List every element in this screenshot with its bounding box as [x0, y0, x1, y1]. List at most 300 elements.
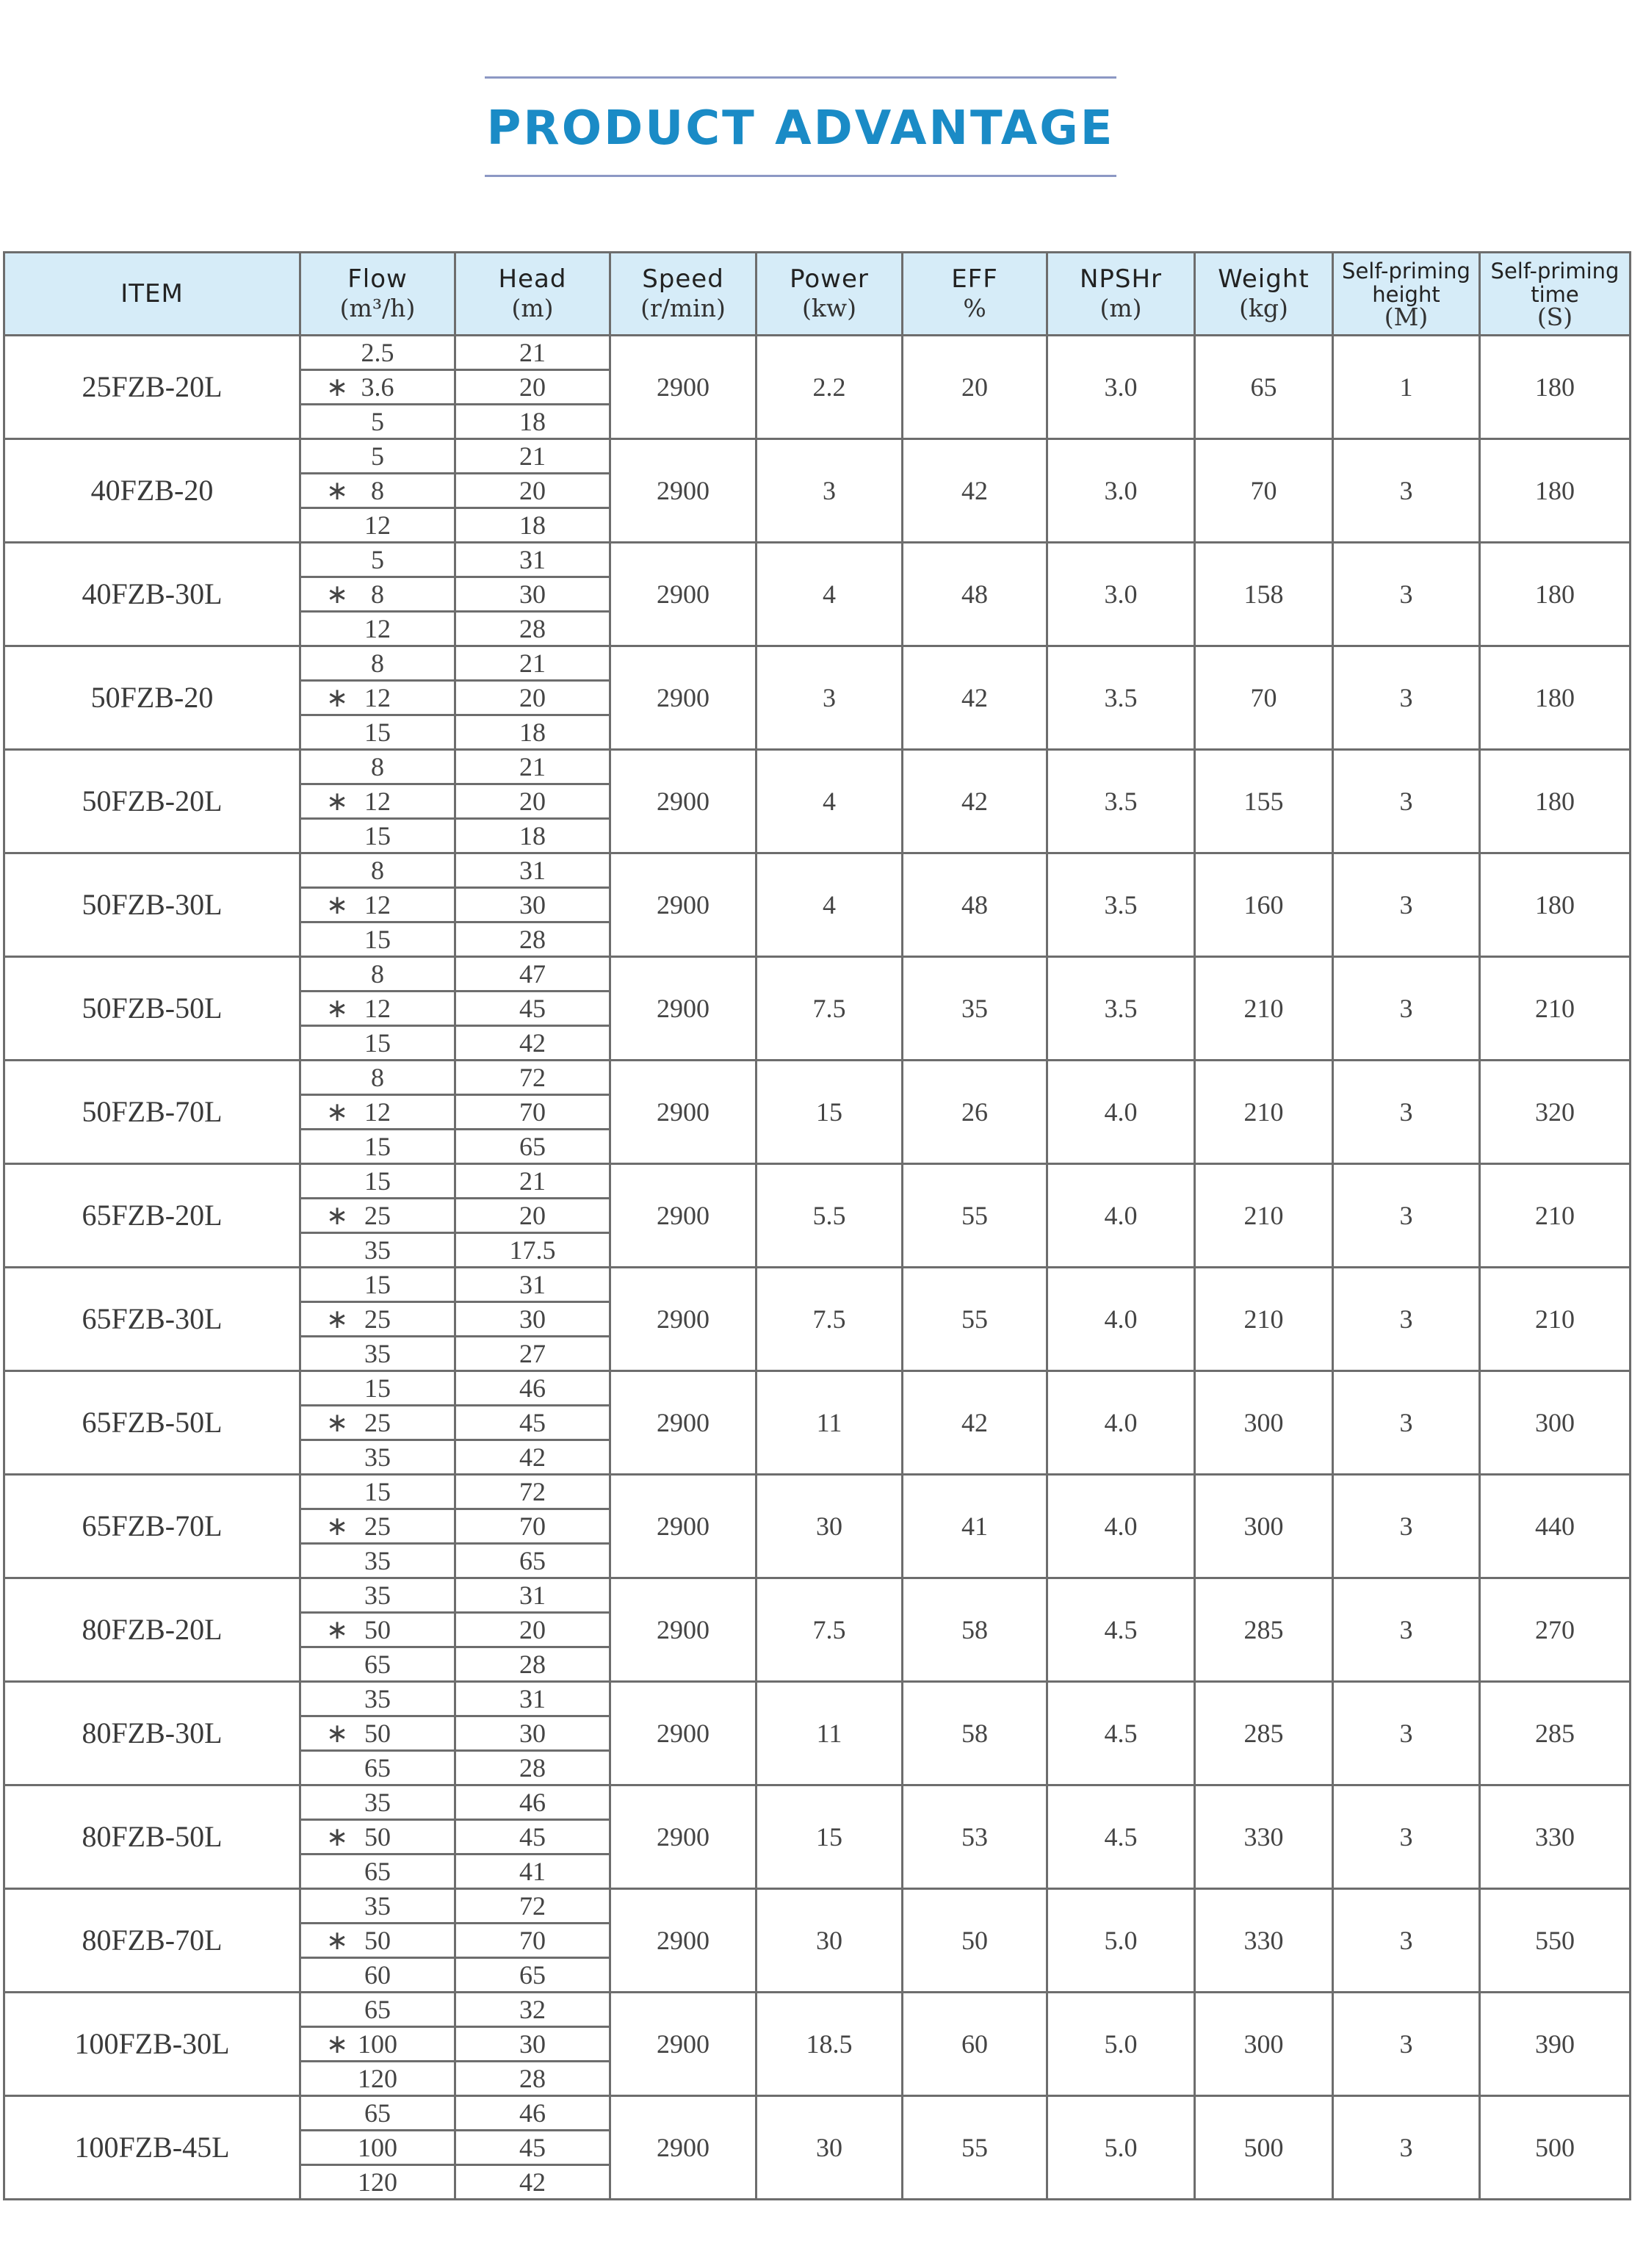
npshr-cell: 4.5 [1047, 1578, 1195, 1682]
npshr-cell: 3.5 [1047, 646, 1195, 750]
flow-cell: 35 [300, 1233, 455, 1268]
self-priming-height-cell: 3 [1333, 543, 1480, 646]
item-cell: 65FZB-70L [4, 1475, 300, 1578]
npshr-cell: 5.0 [1047, 1889, 1195, 1993]
flow-cell: 2.5 [300, 336, 455, 370]
eff-cell: 53 [903, 1785, 1047, 1889]
head-cell: 42 [455, 1026, 610, 1061]
power-cell: 5.5 [757, 1164, 903, 1268]
head-cell: 30 [455, 1716, 610, 1751]
head-cell: 45 [455, 1820, 610, 1855]
header-npshr: NPSHr (m) [1047, 253, 1195, 336]
head-cell: 20 [455, 370, 610, 405]
header-eff: EFF % [903, 253, 1047, 336]
eff-cell: 42 [903, 750, 1047, 853]
weight-cell: 158 [1195, 543, 1333, 646]
flow-cell: 35 [300, 1337, 455, 1371]
item-cell: 65FZB-20L [4, 1164, 300, 1268]
head-cell: 28 [455, 2062, 610, 2096]
head-cell: 28 [455, 1647, 610, 1682]
head-cell: 30 [455, 1302, 610, 1337]
speed-cell: 2900 [610, 1889, 757, 1993]
self-priming-time-cell: 320 [1480, 1061, 1631, 1164]
head-cell: 65 [455, 1544, 610, 1578]
head-cell: 20 [455, 1199, 610, 1233]
flow-cell: 35 [300, 1889, 455, 1924]
flow-cell: 3.6 ∗ [300, 370, 455, 405]
item-cell: 80FZB-20L [4, 1578, 300, 1682]
head-cell: 70 [455, 1095, 610, 1130]
speed-cell: 2900 [610, 646, 757, 750]
header-item: ITEM [4, 253, 300, 336]
head-cell: 30 [455, 888, 610, 922]
rated-point-mark: ∗ [326, 1408, 349, 1437]
eff-cell: 58 [903, 1578, 1047, 1682]
speed-cell: 2900 [610, 543, 757, 646]
rated-point-mark: ∗ [326, 787, 349, 816]
head-cell: 20 [455, 784, 610, 819]
power-cell: 4 [757, 853, 903, 957]
flow-cell: 15 [300, 1475, 455, 1509]
flow-cell: 15 [300, 1164, 455, 1199]
self-priming-time-cell: 210 [1480, 1164, 1631, 1268]
item-cell: 65FZB-30L [4, 1268, 300, 1371]
self-priming-time-cell: 180 [1480, 543, 1631, 646]
eff-cell: 48 [903, 853, 1047, 957]
npshr-cell: 5.0 [1047, 1993, 1195, 2096]
speed-cell: 2900 [610, 957, 757, 1061]
header-weight: Weight (kg) [1195, 253, 1333, 336]
table-row [4, 439, 1631, 474]
rated-point-mark: ∗ [326, 683, 349, 712]
head-cell: 28 [455, 922, 610, 957]
item-cell: 80FZB-30L [4, 1682, 300, 1785]
self-priming-time-cell: 180 [1480, 646, 1631, 750]
flow-cell: 25 ∗ [300, 1509, 455, 1544]
speed-cell: 2900 [610, 1268, 757, 1371]
item-cell: 80FZB-50L [4, 1785, 300, 1889]
self-priming-height-cell: 3 [1333, 853, 1480, 957]
power-cell: 30 [757, 1475, 903, 1578]
self-priming-height-cell: 3 [1333, 1475, 1480, 1578]
speed-cell: 2900 [610, 439, 757, 543]
flow-cell: 65 [300, 2096, 455, 2131]
flow-cell: 12 ∗ [300, 1095, 455, 1130]
rated-point-mark: ∗ [326, 1201, 349, 1230]
npshr-cell: 4.0 [1047, 1061, 1195, 1164]
head-cell: 28 [455, 1751, 610, 1785]
flow-cell: 5 [300, 439, 455, 474]
flow-cell: 8 [300, 1061, 455, 1095]
head-cell: 18 [455, 405, 610, 439]
head-cell: 18 [455, 819, 610, 853]
speed-cell: 2900 [610, 1164, 757, 1268]
item-cell: 40FZB-30L [4, 543, 300, 646]
eff-cell: 20 [903, 336, 1047, 439]
npshr-cell: 4.0 [1047, 1268, 1195, 1371]
flow-cell: 100 [300, 2131, 455, 2165]
head-cell: 30 [455, 2027, 610, 2062]
self-priming-height-cell: 3 [1333, 1682, 1480, 1785]
item-cell: 50FZB-20L [4, 750, 300, 853]
header-row [4, 253, 1631, 336]
header-power: Power (kw) [757, 253, 903, 336]
title-bottom-rule [485, 175, 1116, 177]
self-priming-height-cell: 3 [1333, 957, 1480, 1061]
flow-cell: 50 ∗ [300, 1820, 455, 1855]
power-cell: 7.5 [757, 1268, 903, 1371]
speed-cell: 2900 [610, 2096, 757, 2200]
flow-cell: 8 ∗ [300, 577, 455, 612]
eff-cell: 26 [903, 1061, 1047, 1164]
item-cell: 100FZB-45L [4, 2096, 300, 2200]
eff-cell: 41 [903, 1475, 1047, 1578]
head-cell: 42 [455, 2165, 610, 2200]
table-row [4, 1164, 1631, 1199]
npshr-cell: 3.0 [1047, 336, 1195, 439]
table-row [4, 1889, 1631, 1924]
self-priming-time-cell: 180 [1480, 336, 1631, 439]
flow-cell: 65 [300, 1993, 455, 2027]
weight-cell: 210 [1195, 1061, 1333, 1164]
flow-cell: 120 [300, 2165, 455, 2200]
flow-cell: 15 [300, 922, 455, 957]
eff-cell: 58 [903, 1682, 1047, 1785]
flow-cell: 8 [300, 957, 455, 992]
self-priming-time-cell: 440 [1480, 1475, 1631, 1578]
head-cell: 20 [455, 1613, 610, 1647]
power-cell: 11 [757, 1682, 903, 1785]
weight-cell: 300 [1195, 1475, 1333, 1578]
self-priming-time-cell: 330 [1480, 1785, 1631, 1889]
speed-cell: 2900 [610, 1682, 757, 1785]
flow-cell: 50 ∗ [300, 1924, 455, 1958]
flow-cell: 35 [300, 1544, 455, 1578]
table-row [4, 1268, 1631, 1302]
power-cell: 30 [757, 1889, 903, 1993]
self-priming-time-cell: 270 [1480, 1578, 1631, 1682]
weight-cell: 210 [1195, 1268, 1333, 1371]
power-cell: 30 [757, 2096, 903, 2200]
speed-cell: 2900 [610, 336, 757, 439]
npshr-cell: 4.0 [1047, 1371, 1195, 1475]
flow-cell: 15 [300, 1268, 455, 1302]
flow-cell: 12 [300, 508, 455, 543]
header-flow: Flow (m³/h) [300, 253, 455, 336]
head-cell: 31 [455, 1268, 610, 1302]
rated-point-mark: ∗ [326, 1304, 349, 1334]
flow-cell: 25 ∗ [300, 1199, 455, 1233]
header-speed: Speed (r/min) [610, 253, 757, 336]
power-cell: 7.5 [757, 1578, 903, 1682]
flow-cell: 8 [300, 646, 455, 681]
item-cell: 50FZB-30L [4, 853, 300, 957]
rated-point-mark: ∗ [326, 1615, 349, 1644]
self-priming-time-cell: 390 [1480, 1993, 1631, 2096]
power-cell: 3 [757, 646, 903, 750]
eff-cell: 42 [903, 646, 1047, 750]
npshr-cell: 3.5 [1047, 853, 1195, 957]
rated-point-mark: ∗ [326, 890, 349, 920]
head-cell: 47 [455, 957, 610, 992]
power-cell: 3 [757, 439, 903, 543]
self-priming-time-cell: 500 [1480, 2096, 1631, 2200]
npshr-cell: 3.5 [1047, 750, 1195, 853]
weight-cell: 210 [1195, 1164, 1333, 1268]
power-cell: 4 [757, 543, 903, 646]
head-cell: 21 [455, 439, 610, 474]
head-cell: 45 [455, 1406, 610, 1440]
table-row [4, 1993, 1631, 2027]
speed-cell: 2900 [610, 1785, 757, 1889]
weight-cell: 330 [1195, 1889, 1333, 1993]
npshr-cell: 4.0 [1047, 1164, 1195, 1268]
npshr-cell: 5.0 [1047, 2096, 1195, 2200]
flow-cell: 5 [300, 405, 455, 439]
page-title: PRODUCT ADVANTAGE [486, 101, 1115, 156]
head-cell: 18 [455, 508, 610, 543]
speed-cell: 2900 [610, 853, 757, 957]
speed-cell: 2900 [610, 750, 757, 853]
power-cell: 2.2 [757, 336, 903, 439]
rated-point-mark: ∗ [326, 1097, 349, 1127]
flow-cell: 35 [300, 1578, 455, 1613]
self-priming-time-cell: 285 [1480, 1682, 1631, 1785]
head-cell: 20 [455, 681, 610, 715]
self-priming-height-cell: 3 [1333, 1993, 1480, 2096]
flow-cell: 35 [300, 1440, 455, 1475]
self-priming-height-cell: 3 [1333, 2096, 1480, 2200]
table-row [4, 2096, 1631, 2131]
eff-cell: 55 [903, 2096, 1047, 2200]
item-cell: 50FZB-50L [4, 957, 300, 1061]
head-cell: 21 [455, 646, 610, 681]
flow-cell: 25 ∗ [300, 1302, 455, 1337]
head-cell: 21 [455, 336, 610, 370]
speed-cell: 2900 [610, 1061, 757, 1164]
table-row [4, 1061, 1631, 1095]
flow-cell: 15 [300, 715, 455, 750]
weight-cell: 70 [1195, 439, 1333, 543]
item-cell: 100FZB-30L [4, 1993, 300, 2096]
self-priming-time-cell: 180 [1480, 853, 1631, 957]
power-cell: 4 [757, 750, 903, 853]
eff-cell: 55 [903, 1164, 1047, 1268]
self-priming-height-cell: 3 [1333, 439, 1480, 543]
power-cell: 15 [757, 1061, 903, 1164]
head-cell: 30 [455, 577, 610, 612]
head-cell: 41 [455, 1855, 610, 1889]
self-priming-time-cell: 210 [1480, 957, 1631, 1061]
table-row [4, 1475, 1631, 1509]
eff-cell: 60 [903, 1993, 1047, 2096]
head-cell: 18 [455, 715, 610, 750]
item-cell: 25FZB-20L [4, 336, 300, 439]
head-cell: 31 [455, 1682, 610, 1716]
weight-cell: 285 [1195, 1682, 1333, 1785]
item-cell: 80FZB-70L [4, 1889, 300, 1993]
self-priming-time-cell: 180 [1480, 439, 1631, 543]
head-cell: 17.5 [455, 1233, 610, 1268]
flow-cell: 12 ∗ [300, 681, 455, 715]
npshr-cell: 4.0 [1047, 1475, 1195, 1578]
head-cell: 72 [455, 1889, 610, 1924]
eff-cell: 42 [903, 1371, 1047, 1475]
flow-cell: 60 [300, 1958, 455, 1993]
weight-cell: 330 [1195, 1785, 1333, 1889]
table-row [4, 1371, 1631, 1406]
head-cell: 65 [455, 1958, 610, 1993]
weight-cell: 160 [1195, 853, 1333, 957]
weight-cell: 300 [1195, 1371, 1333, 1475]
flow-cell: 65 [300, 1647, 455, 1682]
self-priming-time-cell: 210 [1480, 1268, 1631, 1371]
head-cell: 31 [455, 853, 610, 888]
flow-cell: 65 [300, 1751, 455, 1785]
power-cell: 7.5 [757, 957, 903, 1061]
table-row [4, 1578, 1631, 1613]
weight-cell: 155 [1195, 750, 1333, 853]
item-cell: 50FZB-20 [4, 646, 300, 750]
speed-cell: 2900 [610, 1993, 757, 2096]
table-row [4, 646, 1631, 681]
npshr-cell: 3.0 [1047, 543, 1195, 646]
rated-point-mark: ∗ [326, 1926, 349, 1955]
speed-cell: 2900 [610, 1475, 757, 1578]
npshr-cell: 4.5 [1047, 1785, 1195, 1889]
head-cell: 65 [455, 1130, 610, 1164]
eff-cell: 48 [903, 543, 1047, 646]
speed-cell: 2900 [610, 1371, 757, 1475]
self-priming-height-cell: 3 [1333, 646, 1480, 750]
npshr-cell: 4.5 [1047, 1682, 1195, 1785]
flow-cell: 12 ∗ [300, 888, 455, 922]
weight-cell: 70 [1195, 646, 1333, 750]
head-cell: 72 [455, 1475, 610, 1509]
head-cell: 21 [455, 1164, 610, 1199]
flow-cell: 100 ∗ [300, 2027, 455, 2062]
rated-point-mark: ∗ [326, 476, 349, 505]
self-priming-height-cell: 3 [1333, 1578, 1480, 1682]
flow-cell: 15 [300, 1026, 455, 1061]
head-cell: 32 [455, 1993, 610, 2027]
self-priming-height-cell: 3 [1333, 1371, 1480, 1475]
item-cell: 65FZB-50L [4, 1371, 300, 1475]
rated-point-mark: ∗ [326, 994, 349, 1023]
eff-cell: 55 [903, 1268, 1047, 1371]
head-cell: 72 [455, 1061, 610, 1095]
flow-cell: 12 ∗ [300, 992, 455, 1026]
self-priming-height-cell: 1 [1333, 336, 1480, 439]
self-priming-height-cell: 3 [1333, 1889, 1480, 1993]
table-row [4, 1785, 1631, 1820]
flow-cell: 8 [300, 750, 455, 784]
head-cell: 28 [455, 612, 610, 646]
flow-cell: 15 [300, 1130, 455, 1164]
rated-point-mark: ∗ [326, 1512, 349, 1541]
table-row [4, 957, 1631, 992]
rated-point-mark: ∗ [326, 372, 349, 402]
flow-cell: 12 ∗ [300, 784, 455, 819]
flow-cell: 35 [300, 1785, 455, 1820]
self-priming-time-cell: 550 [1480, 1889, 1631, 1993]
head-cell: 31 [455, 1578, 610, 1613]
head-cell: 20 [455, 474, 610, 508]
rated-point-mark: ∗ [326, 1822, 349, 1852]
flow-cell: 12 [300, 612, 455, 646]
weight-cell: 500 [1195, 2096, 1333, 2200]
head-cell: 46 [455, 1371, 610, 1406]
head-cell: 42 [455, 1440, 610, 1475]
spec-table [3, 251, 1631, 2200]
npshr-cell: 3.0 [1047, 439, 1195, 543]
head-cell: 45 [455, 992, 610, 1026]
header-self-priming-height: Self-priming height (M) [1333, 253, 1480, 336]
flow-cell: 25 ∗ [300, 1406, 455, 1440]
speed-cell: 2900 [610, 1578, 757, 1682]
table-row [4, 1682, 1631, 1716]
table-row [4, 750, 1631, 784]
header-self-priming-time: Self-priming time (S) [1480, 253, 1631, 336]
self-priming-height-cell: 3 [1333, 1785, 1480, 1889]
flow-cell: 5 [300, 543, 455, 577]
head-cell: 70 [455, 1924, 610, 1958]
self-priming-height-cell: 3 [1333, 1268, 1480, 1371]
title-block [485, 76, 1116, 178]
self-priming-height-cell: 3 [1333, 1061, 1480, 1164]
self-priming-height-cell: 3 [1333, 750, 1480, 853]
self-priming-time-cell: 180 [1480, 750, 1631, 853]
eff-cell: 42 [903, 439, 1047, 543]
eff-cell: 35 [903, 957, 1047, 1061]
title-top-rule [485, 76, 1116, 79]
rated-point-mark: ∗ [326, 1719, 349, 1748]
head-cell: 46 [455, 1785, 610, 1820]
table-row [4, 853, 1631, 888]
weight-cell: 285 [1195, 1578, 1333, 1682]
head-cell: 31 [455, 543, 610, 577]
table-row [4, 336, 1631, 370]
weight-cell: 300 [1195, 1993, 1333, 2096]
table-row [4, 543, 1631, 577]
flow-cell: 50 ∗ [300, 1613, 455, 1647]
self-priming-height-cell: 3 [1333, 1164, 1480, 1268]
head-cell: 27 [455, 1337, 610, 1371]
power-cell: 11 [757, 1371, 903, 1475]
flow-cell: 15 [300, 1371, 455, 1406]
npshr-cell: 3.5 [1047, 957, 1195, 1061]
weight-cell: 210 [1195, 957, 1333, 1061]
header-head: Head (m) [455, 253, 610, 336]
flow-cell: 120 [300, 2062, 455, 2096]
flow-cell: 8 [300, 853, 455, 888]
weight-cell: 65 [1195, 336, 1333, 439]
item-cell: 40FZB-20 [4, 439, 300, 543]
eff-cell: 50 [903, 1889, 1047, 1993]
head-cell: 70 [455, 1509, 610, 1544]
flow-cell: 8 ∗ [300, 474, 455, 508]
power-cell: 18.5 [757, 1993, 903, 2096]
flow-cell: 65 [300, 1855, 455, 1889]
flow-cell: 35 [300, 1682, 455, 1716]
item-cell: 50FZB-70L [4, 1061, 300, 1164]
rated-point-mark: ∗ [326, 579, 349, 609]
head-cell: 46 [455, 2096, 610, 2131]
flow-cell: 15 [300, 819, 455, 853]
self-priming-time-cell: 300 [1480, 1371, 1631, 1475]
rated-point-mark: ∗ [326, 2029, 349, 2059]
flow-cell: 50 ∗ [300, 1716, 455, 1751]
